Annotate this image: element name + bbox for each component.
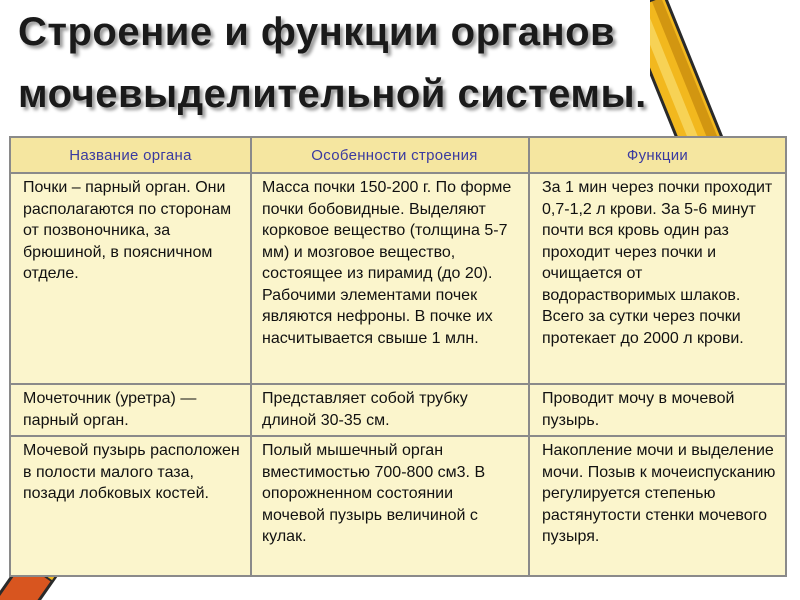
table-row <box>10 173 786 384</box>
header-structure: Особенности строения <box>251 137 529 173</box>
table-cell: Мочеточник (уретра) — парный орган. <box>10 384 251 436</box>
table-cell: Представляет собой трубку длиной 30-35 см. <box>251 384 529 436</box>
table-cell: Масса почки 150-200 г. По форме почки бобовидные. Выделяют корковое вещество (толщина 5-7 мм) и мозговое вещество, состоящее из пирамид (до 20). Рабочими элементами почек являются нефроны. В почке их насчитывается свыше 1 млн. <box>251 173 529 384</box>
table-cell: Проводит мочу в мочевой пузырь. <box>529 384 786 436</box>
table-header-row <box>10 137 786 173</box>
table-row <box>10 384 786 436</box>
table-cell: За 1 мин через почки проходит 0,7-1,2 л крови. За 5-6 минут почти вся кровь один раз проходит через почки и очищается от водорастворимых шлаков. Всего за сутки через почки протекает до 2000 л крови. <box>529 173 786 384</box>
table-cell: Полый мышечный орган вместимостью 700-800 см3. В опорожненном состоянии мочевой пузырь величиной с кулак. <box>251 436 529 576</box>
slide-title <box>18 2 738 124</box>
table-cell: Мочевой пузырь расположен в полости малого таза, позади лобковых костей. <box>10 436 251 576</box>
header-organ-name: Название органа <box>10 137 251 173</box>
table-cell: Почки – парный орган. Они располагаются по сторонам от позвоночника, за брюшиной, в поясничном отделе. <box>10 173 251 384</box>
slide-title-line2: мочевыделительной системы. <box>18 72 647 116</box>
slide-title-line1: Строение и функции органов <box>18 10 616 54</box>
table-row <box>10 436 786 576</box>
organ-table <box>9 136 787 577</box>
table-cell: Накопление мочи и выделение мочи. Позыв к мочеиспусканию регулируется степенью растянутости стенки мочевого пузыря. <box>529 436 786 576</box>
header-functions: Функции <box>529 137 786 173</box>
